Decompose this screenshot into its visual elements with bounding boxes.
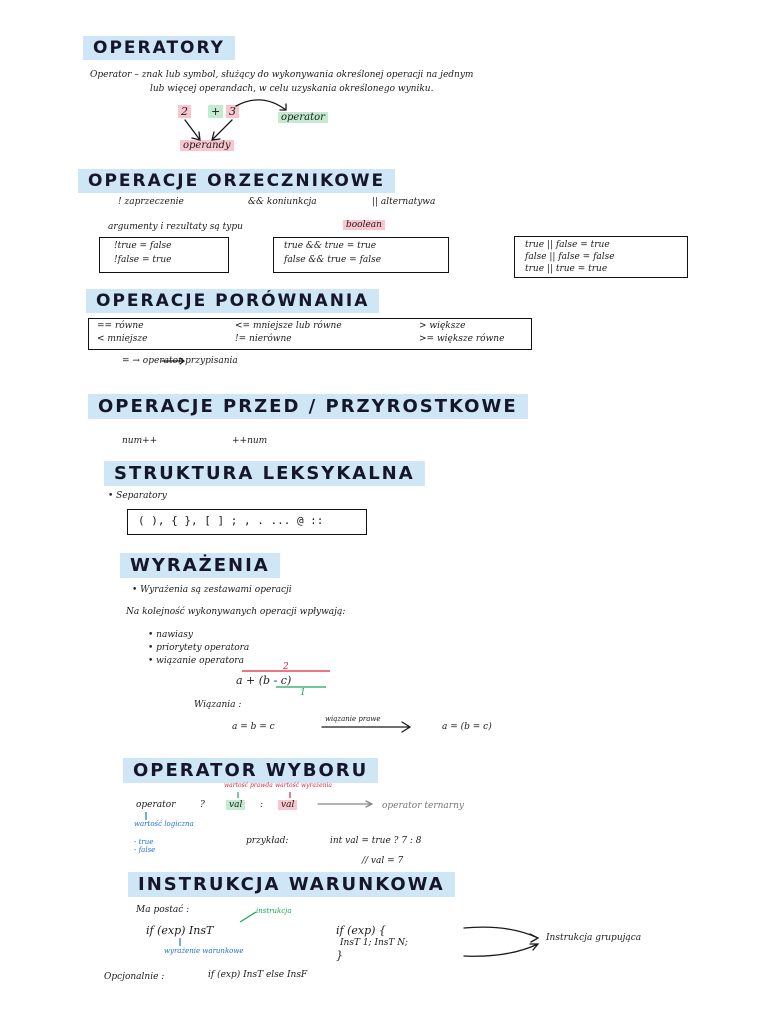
or-row-3: true || true = true <box>525 264 608 274</box>
postfix-example: num++ <box>122 436 158 446</box>
heading-operator-wyboru: OPERATOR WYBORU <box>123 758 378 783</box>
negation-table <box>99 237 229 273</box>
or-row-1: true || false = true <box>525 240 610 250</box>
label-operator: operator <box>278 112 328 123</box>
order-mark-2: 2 <box>283 662 289 672</box>
operand-right: 3 <box>226 105 239 118</box>
block-line-1: if (exp) { <box>336 924 386 937</box>
negation-row-2: !false = true <box>114 255 172 265</box>
expression-example: a + (b - c) <box>236 674 292 687</box>
or-table <box>514 236 688 278</box>
heading-wyrazenia: WYRAŻENIA <box>120 553 280 578</box>
block-line-3: } <box>336 949 343 962</box>
assign-note: = → operator przypisania <box>122 356 238 366</box>
arrow-group-top <box>464 927 538 942</box>
or-row-2: false || false = false <box>525 252 615 262</box>
ternary-operator-word: operator <box>136 800 176 810</box>
instruction-arrow <box>240 912 256 922</box>
arrow-operand-left <box>185 120 200 140</box>
logic-neg: ! zaprzeczenie <box>118 197 184 207</box>
form-label: Ma postać : <box>136 905 190 915</box>
types-value: boolean <box>343 220 385 230</box>
arrow-operand-right <box>212 120 232 140</box>
arrow-operator <box>236 100 286 110</box>
example-label: przykład: <box>246 836 289 846</box>
order-item-2: • priorytety operatora <box>148 643 250 653</box>
binding-left: a = b = c <box>232 722 275 732</box>
types-note: argumenty i rezultaty są typu <box>108 222 243 232</box>
and-table <box>273 237 449 273</box>
expressions-bullet: • Wyrażenia są zestawami operacji <box>132 585 292 595</box>
condition-label: wyrażenie warunkowe <box>164 947 244 955</box>
and-row-1: true && true = true <box>284 241 377 251</box>
heading-instrukcja-warunkowa: INSTRUKCJA WARUNKOWA <box>128 872 455 897</box>
cmp-eq: == równe <box>97 321 144 331</box>
logic-or: || alternatywa <box>372 197 436 207</box>
prefix-example: ++num <box>232 436 268 446</box>
note-true-value: wartość prawda <box>224 782 273 789</box>
example-result: // val = 7 <box>362 856 404 866</box>
negation-row-1: !true = false <box>114 241 172 251</box>
separators-box <box>127 509 367 535</box>
heading-operacje-przyrostkowe: OPERACJE PRZED / PRZYROSTKOWE <box>88 394 528 419</box>
binding-label: Wiązania : <box>194 700 242 710</box>
order-mark-1: 1 <box>300 688 306 698</box>
form-code: if (exp) InsT <box>146 924 214 937</box>
operand-left: 2 <box>178 105 191 118</box>
cmp-le: <= mniejsze lub równe <box>235 321 342 331</box>
comparison-table <box>88 318 532 350</box>
heading-operatory: OPERATORY <box>83 36 235 60</box>
ternary-question: ? <box>200 800 205 810</box>
cmp-ge: >= większe równe <box>419 334 505 344</box>
heading-operacje-porownania: OPERACJE PORÓWNANIA <box>86 289 379 313</box>
heading-struktura-leksykalna: STRUKTURA LEKSYKALNA <box>104 461 425 486</box>
definition-line-2: lub więcej operandach, w celu uzyskania określonego wyniku. <box>150 84 434 94</box>
order-item-3: • wiązanie operatora <box>148 656 244 666</box>
label-operands: operandy <box>180 140 234 151</box>
block-line-2: InsT 1; InsT N; <box>340 938 408 948</box>
logic-value-label: wartość logiczna <box>134 820 194 828</box>
optional-label: Opcjonalnie : <box>104 972 165 982</box>
logic-value-false: - false <box>134 846 156 854</box>
cmp-ne: != nierówne <box>235 334 292 344</box>
arrow-ternary <box>318 801 372 807</box>
ternary-val-1: val <box>226 800 245 810</box>
logic-and: && koniunkcja <box>248 197 317 207</box>
ternary-val-2: val <box>278 800 297 810</box>
arrow-binding <box>322 722 410 732</box>
ternary-label: operator ternarny <box>382 801 464 811</box>
separators-list: ( ), { }, [ ] ; , . ... @ :: <box>138 514 324 527</box>
heading-operacje-orzecznikowe: OPERACJE ORZECZNIKOWE <box>78 169 395 193</box>
note-false-value: wartość wyrażenia <box>275 782 332 789</box>
separators-bullet: • Separatory <box>108 491 167 501</box>
group-instruction-label: Instrukcja grupująca <box>546 933 642 943</box>
order-note: Na kolejność wykonywanych operacji wpływają: <box>126 607 346 617</box>
binding-right: a = (b = c) <box>442 722 492 732</box>
cmp-gt: > większe <box>419 321 466 331</box>
arrow-group-bottom <box>464 944 538 956</box>
and-row-2: false && true = false <box>284 255 382 265</box>
ternary-colon: : <box>260 800 264 810</box>
order-item-1: • nawiasy <box>148 630 193 640</box>
definition-line-1: Operator – znak lub symbol, służący do wykonywania określonej operacji na jednym <box>90 70 474 80</box>
instruction-label: instrukcja <box>256 907 292 915</box>
operator-plus: + <box>208 105 223 118</box>
binding-arrow-label: wiązanie prawe <box>325 715 381 723</box>
example-code: int val = true ? 7 : 8 <box>330 836 422 846</box>
cmp-lt: < mniejsze <box>97 334 148 344</box>
optional-code: if (exp) InsT else InsF <box>208 970 308 980</box>
logic-value-true: - true <box>134 838 154 846</box>
